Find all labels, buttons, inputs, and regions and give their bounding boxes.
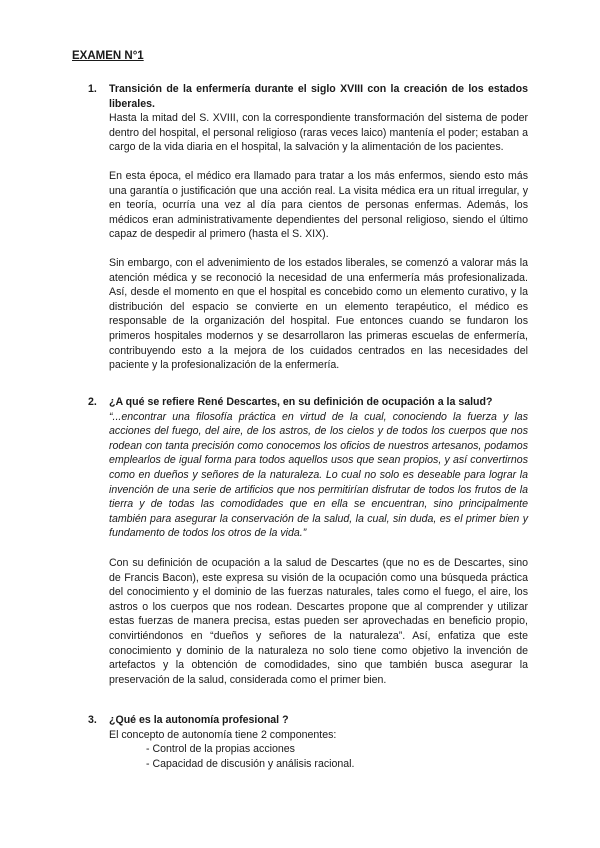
- components-list: [146, 742, 528, 771]
- question-title: ¿A qué se refiere René Descartes, en su definición de ocupación a la salud?: [109, 396, 493, 408]
- question-title: Transición de la enfermería durante el siglo XVIII con la creación de los estados liberales.: [109, 83, 528, 110]
- exam-title: EXAMEN N°1: [72, 50, 144, 62]
- question-1-answer: [109, 111, 528, 373]
- answer-paragraph: Con su definición de ocupación a la salud de Descartes (que no es de Descartes, sino de Francis Bacon), este expresa su visión de la ocupación como una búsqueda práctica del conocimiento y el dominio de las fuerzas naturales, tales como el fuego, el aire, los astros o los cuerpos que nos rodean. Descartes propone que al comprender y utilizar estas fuerzas de manera precisa, estas pueden ser aprovechadas en beneficio propio, convirtiéndonos en “dueños y señores de la naturaleza”. Así, enfatiza que este conocimiento y dominio de la naturaleza no solo tiene como objetivo la invención de artefactos y la obtención de comodidades, sino que también busca asegurar la preservación de la salud, considerada como el primer bien.: [109, 556, 528, 686]
- answer-paragraph: En esta época, el médico era llamado para tratar a los más enfermos, siendo esto más una garantía o justificación que una acción real. La visita médica era un ritual irregular, y en teoría, ocurría una vez al día para cientos de personas enfermas. Además, los médicos eran administrativamente dependientes del personal religioso, siendo el último capaz de despedir al primero (hasta el S. XIX).: [109, 169, 528, 241]
- answer-paragraph: Hasta la mitad del S. XVIII, con la correspondiente transformación del sistema de poder dentro del hospital, el personal religioso (raras veces laico) mantenía el poder; estaban a cargo de la vida diaria en el hospital, la salvación y la alimentación de los pacientes.: [109, 112, 528, 154]
- list-item: - Control de la propias acciones: [146, 743, 295, 756]
- question-3: [88, 713, 528, 771]
- question-2-heading: [88, 395, 528, 410]
- question-3-heading: [88, 713, 528, 728]
- question-title: ¿Qué es la autonomía profesional ?: [109, 714, 289, 726]
- answer-paragraph: Sin embargo, con el advenimiento de los estados liberales, se comenzó a valorar más la atención médica y se reconoció la necesidad de una enfermería más profesionalizada. Así, desde el momento en que el hospital es concebido como un elemento curativo, y la distribución del espacio se convierte en un elemento terapéutico, el médico es responsable de la organización del hospital. Fue entonces cuando se fundaron los primeros hospitales modernos y se desarrollaron las primeras escuelas de enfermería, contribuyendo esto a la mejora de los cuidados centrados en las necesidades del paciente y la profesionalización de la enfermería.: [109, 256, 528, 372]
- question-number: 2.: [88, 396, 97, 408]
- list-item: - Capacidad de discusión y análisis racional.: [146, 757, 355, 770]
- question-2: [88, 395, 528, 701]
- answer-intro: El concepto de autonomía tiene 2 componentes:: [109, 728, 337, 741]
- descartes-quote: “...encontrar una filosofía práctica en virtud de la cual, conociendo la fuerza y las acciones del fuego, del aire, de los astros, de los cielos y de todos los cuerpos que nos rodean con tanta precisión como conocemos los oficios de nuestros artesanos, podamos emplearlos de igual forma para todos aquellos usos que sean propios, y así convertirnos como en dueños y señores de la naturaleza. Lo cual no solo es deseable para lograr la invención de una serie de artificios que nos permitirían disfrutar de todos los frutos de la tierra y de todas las comodidades que en ella se encuentran, sino principalmente también para asegurar la conservación de la salud, la cual, sin duda, es el primer bien y fundamento de todos los otros de la vida.”: [109, 410, 528, 540]
- question-3-answer: [109, 728, 528, 772]
- question-number: 3.: [88, 714, 97, 726]
- question-1-heading: [88, 82, 528, 111]
- question-2-answer: [109, 410, 528, 688]
- question-number: 1.: [88, 83, 97, 95]
- question-1: [88, 82, 528, 387]
